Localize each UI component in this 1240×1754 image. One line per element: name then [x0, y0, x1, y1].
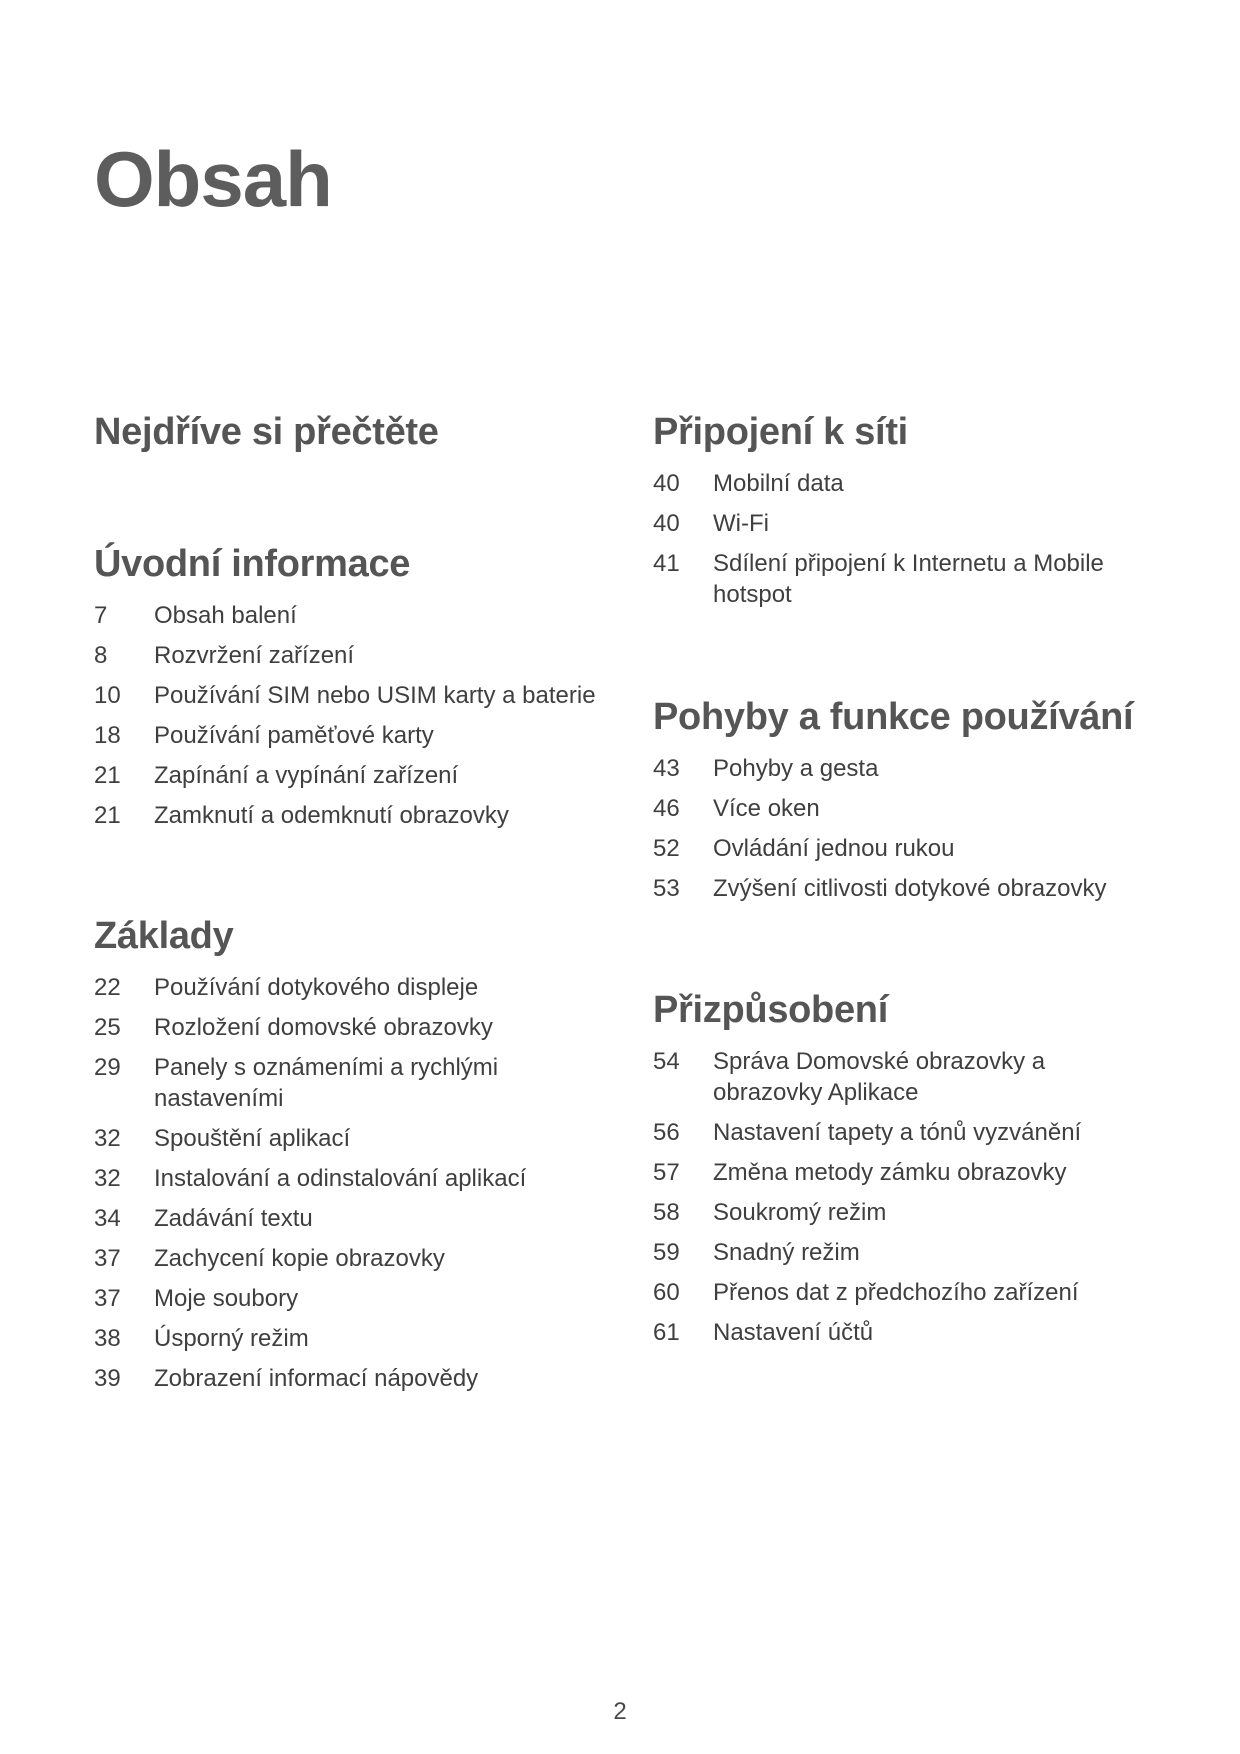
toc-entry-title: Zamknutí a odemknutí obrazovky: [154, 801, 509, 829]
toc-list: [653, 753, 1173, 904]
toc-section-zaklady: [94, 916, 614, 1403]
toc-entry[interactable]: [94, 1283, 614, 1314]
toc-page-number: 37: [94, 1244, 121, 1272]
toc-page-number: 60: [653, 1278, 680, 1306]
toc-page-number: 43: [653, 754, 680, 782]
toc-page-number: 52: [653, 834, 680, 862]
toc-list: [94, 972, 614, 1394]
toc-entry-title: Panely s oznámeními a rychlými nastaveními: [154, 1053, 499, 1112]
toc-entry-title: Wi-Fi: [713, 509, 769, 537]
toc-entry-title: Úsporný režim: [154, 1324, 309, 1352]
toc-entry-title: Více oken: [713, 794, 820, 822]
toc-page-number: 57: [653, 1158, 680, 1186]
toc-entry[interactable]: [653, 873, 1173, 904]
toc-page-number: 54: [653, 1047, 680, 1075]
toc-entry[interactable]: [94, 600, 614, 631]
toc-entry[interactable]: [653, 1046, 1173, 1108]
toc-entry-title: Používání SIM nebo USIM karty a baterie: [154, 681, 596, 709]
toc-section-pohyby: [653, 697, 1173, 913]
toc-page-number: 25: [94, 1013, 121, 1041]
toc-page-number: 59: [653, 1238, 680, 1266]
toc-entry[interactable]: [94, 1163, 614, 1194]
toc-entry-title: Používání paměťové karty: [154, 721, 434, 749]
toc-entry[interactable]: [653, 1197, 1173, 1228]
toc-entry[interactable]: [653, 548, 1173, 610]
toc-entry-title: Zapínání a vypínání zařízení: [154, 761, 459, 789]
toc-entry-title: Snadný režim: [713, 1238, 860, 1266]
toc-entry[interactable]: [94, 1123, 614, 1154]
toc-entry[interactable]: [94, 720, 614, 751]
toc-entry-title: Sdílení připojení k Internetu a Mobile hotspot: [713, 549, 1104, 608]
toc-page-number: 22: [94, 973, 121, 1001]
toc-page-number: 37: [94, 1284, 121, 1312]
toc-list: [653, 468, 1173, 610]
toc-entry-title: Nastavení účtů: [713, 1318, 874, 1346]
toc-entry[interactable]: [653, 753, 1173, 784]
toc-list: [94, 600, 614, 831]
toc-page-number: 40: [653, 509, 680, 537]
page-title: Obsah: [94, 135, 332, 223]
toc-entry[interactable]: [94, 1052, 614, 1114]
toc-entry-title: Zobrazení informací nápovědy: [154, 1364, 479, 1392]
toc-entry-title: Moje soubory: [154, 1284, 299, 1312]
toc-section-uvodni-informace: [94, 544, 614, 840]
toc-page-number: 39: [94, 1364, 121, 1392]
toc-page-number: 61: [653, 1318, 680, 1346]
toc-entry-title: Nastavení tapety a tónů vyzvánění: [713, 1118, 1082, 1146]
toc-entry[interactable]: [94, 1012, 614, 1043]
toc-entry[interactable]: [94, 680, 614, 711]
toc-entry[interactable]: [653, 1237, 1173, 1268]
toc-entry-title: Spouštění aplikací: [154, 1124, 351, 1152]
toc-entry-title: Mobilní data: [713, 469, 844, 497]
toc-entry-title: Ovládání jednou rukou: [713, 834, 955, 862]
toc-page-number: 32: [94, 1164, 121, 1192]
toc-entry-title: Zvýšení citlivosti dotykové obrazovky: [713, 874, 1107, 902]
toc-page-number: 34: [94, 1204, 121, 1232]
toc-entry[interactable]: [94, 760, 614, 791]
toc-entry[interactable]: [94, 640, 614, 671]
section-heading[interactable]: Úvodní informace: [94, 543, 411, 585]
toc-entry-title: Používání dotykového displeje: [154, 973, 479, 1001]
toc-entry[interactable]: [653, 1117, 1173, 1148]
toc-entry[interactable]: [94, 800, 614, 831]
toc-page-number: 53: [653, 874, 680, 902]
toc-page-number: 8: [94, 641, 108, 669]
toc-page-number: 32: [94, 1124, 121, 1152]
toc-entry[interactable]: [653, 468, 1173, 499]
toc-page-number: 18: [94, 721, 121, 749]
toc-entry-title: Rozložení domovské obrazovky: [154, 1013, 493, 1041]
toc-entry-title: Zachycení kopie obrazovky: [154, 1244, 445, 1272]
toc-list: [653, 1046, 1173, 1348]
toc-section-pripojeni: [653, 412, 1173, 619]
toc-page-number: 56: [653, 1118, 680, 1146]
toc-entry-title: Přenos dat z předchozího zařízení: [713, 1278, 1079, 1306]
toc-page-number: 29: [94, 1053, 121, 1081]
toc-entry[interactable]: [653, 1277, 1173, 1308]
toc-page-number: 21: [94, 801, 121, 829]
toc-entry-title: Rozvržení zařízení: [154, 641, 355, 669]
section-heading[interactable]: Připojení k síti: [653, 411, 908, 453]
toc-entry[interactable]: [653, 833, 1173, 864]
toc-page-number: 10: [94, 681, 121, 709]
toc-entry-title: Správa Domovské obrazovky a obrazovky Aplikace: [713, 1047, 1046, 1106]
toc-page-number: 21: [94, 761, 121, 789]
section-heading[interactable]: Nejdříve si přečtěte: [94, 411, 439, 453]
toc-entry-title: Změna metody zámku obrazovky: [713, 1158, 1067, 1186]
toc-entry[interactable]: [94, 1363, 614, 1394]
toc-entry-title: Obsah balení: [154, 601, 297, 629]
toc-entry[interactable]: [94, 1203, 614, 1234]
toc-entry-title: Instalování a odinstalování aplikací: [154, 1164, 527, 1192]
toc-page-number: 7: [94, 601, 108, 629]
toc-page-number: 58: [653, 1198, 680, 1226]
section-heading[interactable]: Pohyby a funkce používání: [653, 696, 1134, 738]
toc-entry[interactable]: [653, 1157, 1173, 1188]
toc-entry[interactable]: [653, 508, 1173, 539]
toc-page-number: 41: [653, 549, 680, 577]
toc-entry-title: Zadávání textu: [154, 1204, 313, 1232]
toc-entry[interactable]: [653, 793, 1173, 824]
toc-section-nejdrive: [94, 412, 614, 454]
toc-entry[interactable]: [94, 972, 614, 1003]
section-heading[interactable]: Základy: [94, 915, 234, 957]
toc-entry-title: Pohyby a gesta: [713, 754, 879, 782]
toc-entry[interactable]: [94, 1243, 614, 1274]
toc-entry[interactable]: [94, 1323, 614, 1354]
toc-page-number: 40: [653, 469, 680, 497]
toc-section-prizpusobeni: [653, 990, 1173, 1357]
toc-entry[interactable]: [653, 1317, 1173, 1348]
toc-entry-title: Soukromý režim: [713, 1198, 887, 1226]
page-number: 2: [613, 1698, 627, 1725]
toc-page-number: 46: [653, 794, 680, 822]
section-heading[interactable]: Přizpůsobení: [653, 989, 888, 1031]
toc-page-number: 38: [94, 1324, 121, 1352]
